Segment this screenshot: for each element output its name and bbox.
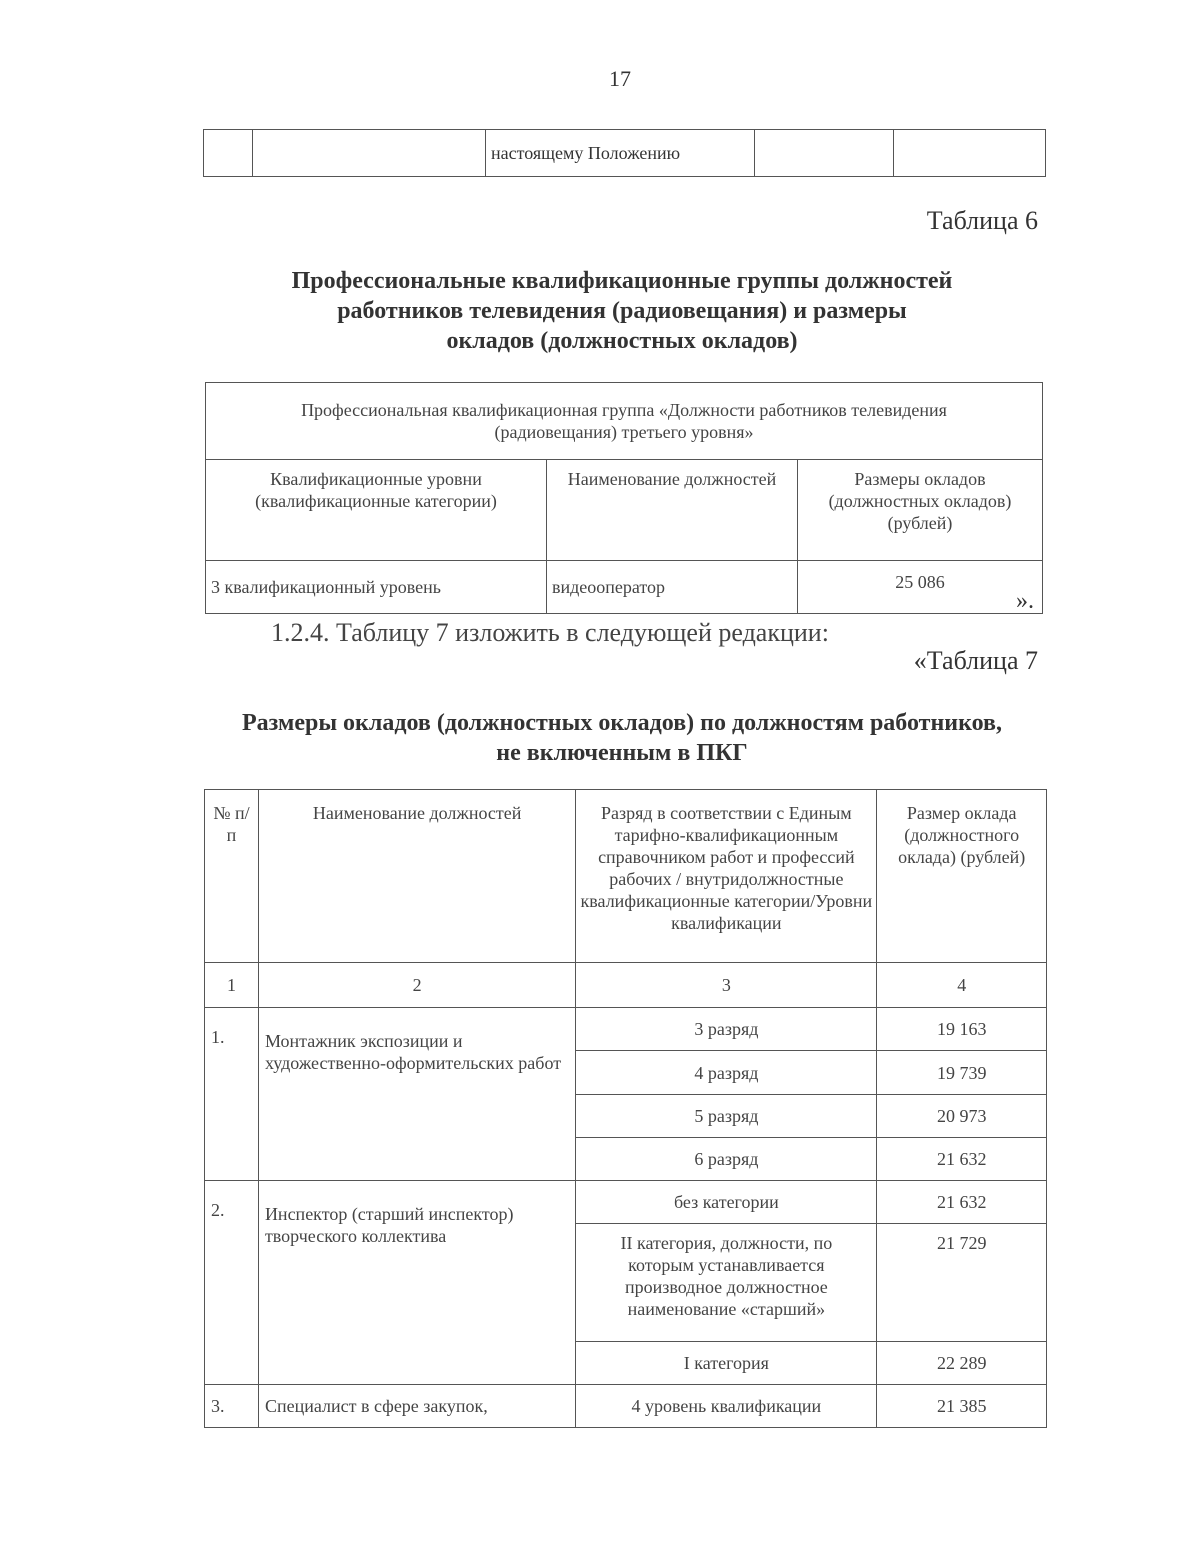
- salary-cell: 21 632: [877, 1138, 1047, 1181]
- title-line: окладов (должностных окладов): [446, 328, 798, 354]
- table6-caption: Таблица 6: [926, 206, 1038, 235]
- continued-table-fragment: [203, 129, 1046, 177]
- column-number: 2: [258, 963, 575, 1008]
- closing-quote: ».: [1016, 588, 1034, 614]
- instruction-text: 1.2.4. Таблицу 7 изложить в следующей редакции:: [271, 618, 829, 647]
- column-number-row: [205, 963, 1047, 1008]
- table-header-row: [206, 460, 1043, 561]
- row-number: 3.: [205, 1385, 259, 1428]
- page-number: 17: [609, 66, 631, 91]
- column-number: 3: [576, 963, 877, 1008]
- table-row: [205, 1008, 1047, 1051]
- table-row: [206, 561, 1043, 614]
- table7-title: [160, 708, 1084, 768]
- column-number: 4: [877, 963, 1047, 1008]
- table7: [204, 789, 1047, 1428]
- grade-cell: 4 уровень квалификации: [576, 1385, 877, 1428]
- table-row: [205, 1385, 1047, 1428]
- table-row: [204, 130, 1046, 177]
- salary-cell: 20 973: [877, 1095, 1047, 1138]
- column-number: 1: [205, 963, 259, 1008]
- column-header: Размеры окладов (должностных окладов) (рублей): [798, 460, 1043, 561]
- table-cell: настоящему Положению: [486, 130, 755, 177]
- table-cell: [755, 130, 894, 177]
- group-header-cell: Профессиональная квалификационная группа «Должности работников телевидения (радиовещания) третьего уровня»: [206, 383, 1043, 460]
- column-header: Разряд в соответствии с Единым тарифно-квалификационным справочником работ и профессий рабочих / внутридолжностные квалификационные категории/Уровни квалификации: [576, 790, 877, 963]
- column-header: Наименование должностей: [258, 790, 575, 963]
- grade-cell: I категория: [576, 1342, 877, 1385]
- table7-caption: «Таблица 7: [913, 646, 1038, 675]
- grade-cell: 3 разряд: [576, 1008, 877, 1051]
- level-cell: 3 квалификационный уровень: [206, 561, 547, 614]
- salary-cell: 19 739: [877, 1051, 1047, 1095]
- column-header: № п/п: [205, 790, 259, 963]
- table-cell: [894, 130, 1046, 177]
- grade-cell: без категории: [576, 1181, 877, 1224]
- salary-cell: 19 163: [877, 1008, 1047, 1051]
- title-line: Профессиональные квалификационные группы должностей: [291, 268, 953, 294]
- salary-cell: 25 086: [798, 561, 1043, 614]
- position-name: Инспектор (старший инспектор) творческого коллектива: [258, 1181, 575, 1385]
- column-header: Квалификационные уровни (квалификационные категории): [206, 460, 547, 561]
- table6-title: [200, 266, 1044, 356]
- title-line: работников телевидения (радиовещания) и размеры: [337, 298, 907, 324]
- table-cell: [204, 130, 253, 177]
- position-name: Монтажник экспозиции и художественно-оформительских работ: [258, 1008, 575, 1181]
- title-line: не включенным в ПКГ: [496, 740, 748, 766]
- row-number: 2.: [205, 1181, 259, 1385]
- salary-cell: 21 729: [877, 1224, 1047, 1342]
- column-header: Размер оклада (должностного оклада) (рублей): [877, 790, 1047, 963]
- table6: [205, 382, 1043, 614]
- grade-cell: II категория, должности, по которым устанавливается производное должностное наименование «старший»: [576, 1224, 877, 1342]
- column-header: Наименование должностей: [547, 460, 798, 561]
- table-row: [205, 1181, 1047, 1224]
- grade-cell: 5 разряд: [576, 1095, 877, 1138]
- salary-cell: 22 289: [877, 1342, 1047, 1385]
- table-header-row: [205, 790, 1047, 963]
- salary-cell: 21 385: [877, 1385, 1047, 1428]
- grade-cell: 4 разряд: [576, 1051, 877, 1095]
- row-number: 1.: [205, 1008, 259, 1181]
- table-cell: [253, 130, 486, 177]
- position-cell: видеооператор: [547, 561, 798, 614]
- salary-cell: 21 632: [877, 1181, 1047, 1224]
- grade-cell: 6 разряд: [576, 1138, 877, 1181]
- position-name: Специалист в сфере закупок,: [258, 1385, 575, 1428]
- title-line: Размеры окладов (должностных окладов) по должностям работников,: [242, 710, 1002, 736]
- table-group-header-row: [206, 383, 1043, 460]
